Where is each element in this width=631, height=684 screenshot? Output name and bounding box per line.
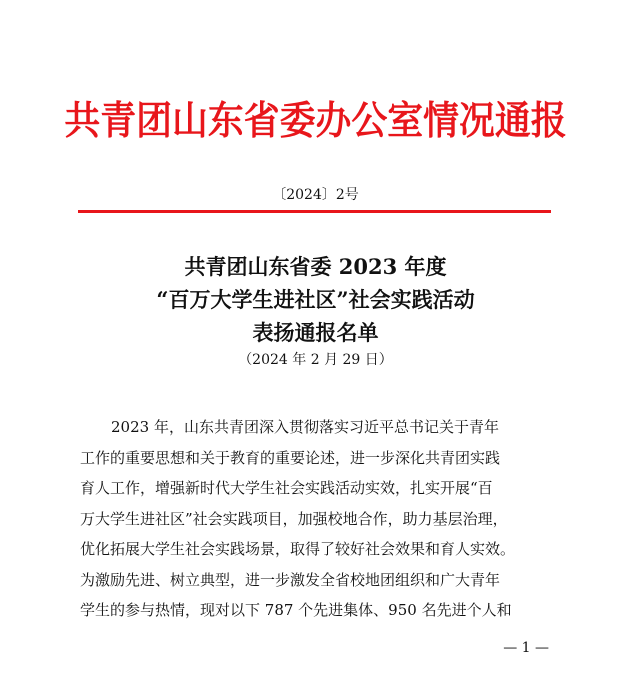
notice-title-block bbox=[0, 250, 631, 371]
body-line: 万大学生进社区”社会实践项目，加强校地合作，助力基层治理， bbox=[80, 509, 508, 528]
document-number: 〔2024〕2号 bbox=[272, 187, 359, 203]
title-line-3: 表扬通报名单 bbox=[252, 320, 379, 345]
body-line: 育人工作，增强新时代大学生社会实践活动实效，扎实开展“百 bbox=[80, 479, 493, 497]
body-line: 工作的重要思想和关于教育的重要论述，进一步深化共青团实践 bbox=[80, 448, 501, 467]
title-line-2: “百万大学生进社区”社会实践活动 bbox=[156, 287, 475, 312]
body-line: 2023 年，山东共青团深入贯彻落实习近平总书记关于青年 bbox=[111, 418, 499, 436]
body-line: 学生的参与热情，现对以下 787 个先进集体、950 名先进个人和 bbox=[80, 601, 512, 619]
body-paragraph bbox=[80, 412, 555, 626]
title-line-1: 共青团山东省委 2023 年度 bbox=[184, 254, 447, 279]
red-divider-rule bbox=[78, 210, 551, 213]
body-line: 优化拓展大学生社会实践场景，取得了较好社会效果和育人实效。 bbox=[80, 540, 516, 558]
page-number: — 1 — bbox=[503, 640, 549, 656]
masthead-title: 共青团山东省委办公室情况通报 bbox=[64, 99, 567, 144]
body-line: 为激励先进、树立典型，进一步激发全省校地团组织和广大青年 bbox=[80, 570, 501, 589]
issue-date: （2024 年 2 月 29 日） bbox=[238, 352, 393, 368]
